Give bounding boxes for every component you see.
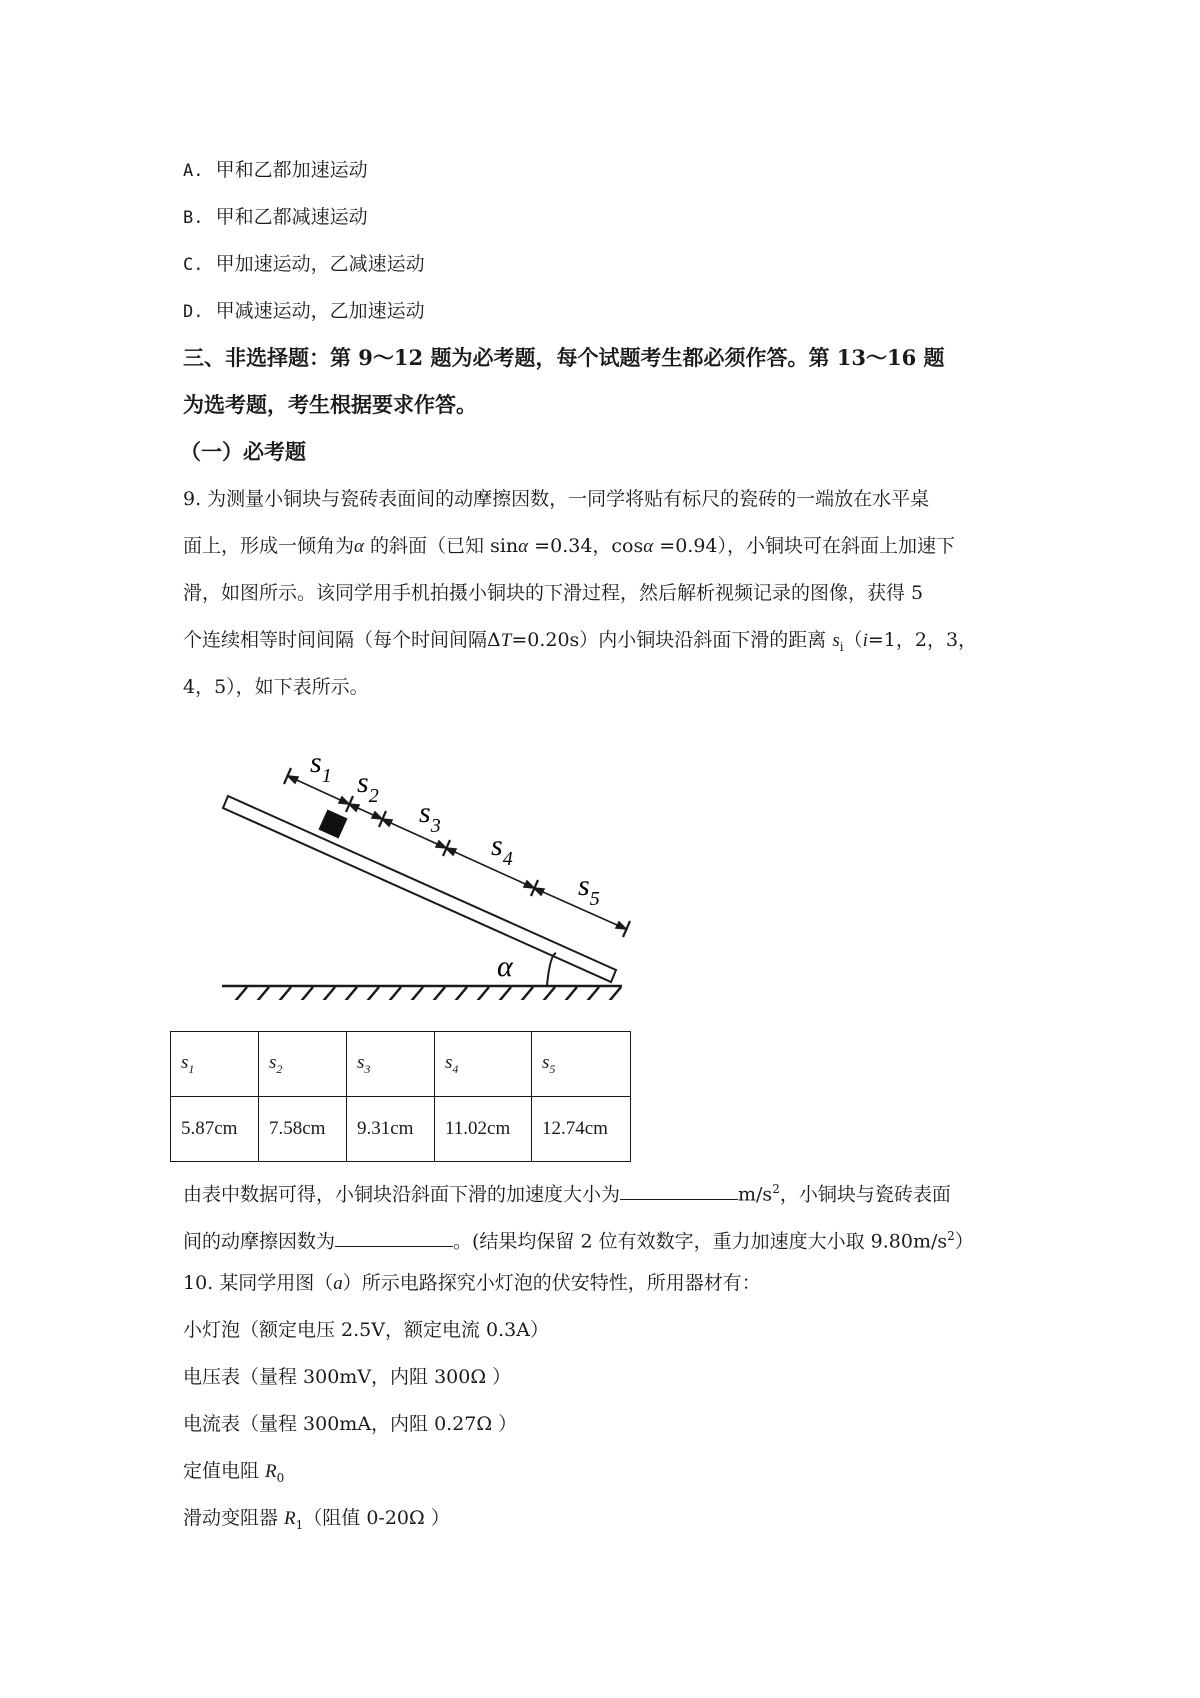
superscript: 2: [772, 1182, 780, 1196]
subscript: 0: [276, 1470, 285, 1485]
r-symbol: R: [265, 1461, 277, 1482]
table-cell: 11.02cm: [435, 1097, 532, 1162]
s5-label: $s_5$: [578, 869, 600, 910]
option-letter: B.: [183, 208, 204, 228]
s2-label: $s_2$: [357, 766, 379, 807]
s1-label: $s_1$: [310, 746, 332, 787]
answer-blank[interactable]: [335, 1228, 453, 1247]
text: 10. 某同学用图（: [183, 1272, 334, 1294]
text: 个连续相等时间间隔（每个时间间隔Δ: [183, 629, 501, 651]
s3-label: $s_3$: [419, 796, 441, 837]
table-header-cell: $s_2$: [259, 1032, 347, 1097]
table-header-cell: $s_3$: [347, 1032, 435, 1097]
ground-hatching: [222, 986, 622, 1000]
q10-item-ammeter: 电流表（量程 300mA，内阻 0.27Ω ）: [183, 1413, 518, 1435]
q9-line-3: 滑，如图所示。该同学用手机拍摄小铜块的下滑过程，然后解析视频记录的图像，获得 5: [183, 582, 924, 604]
table-cell: 12.74cm: [532, 1097, 631, 1162]
text: ）所示电路探究小灯泡的伏安特性，所用器材有：: [342, 1272, 761, 1294]
alpha-symbol: α: [354, 536, 364, 557]
alpha-symbol: α: [643, 536, 654, 557]
s4-label: $s_4$: [491, 829, 513, 870]
subscript: i: [839, 639, 844, 654]
text: 滑动变阻器: [183, 1507, 285, 1529]
text: =0.20s）内小铜块沿斜面下滑的距离: [511, 629, 833, 651]
text: 的斜面（已知 sin: [364, 535, 519, 557]
table-header-row: [171, 1032, 631, 1097]
q9-line-1: 9. 为测量小铜块与瓷砖表面间的动摩擦因数，一同学将贴有标尺的瓷砖的一端放在水平桌: [183, 488, 930, 510]
text: =0.94），小铜块可在斜面上加速下: [653, 535, 955, 557]
copper-block: [318, 809, 347, 838]
section-heading: 三、非选择题：第 9～12 题为必考题，每个试题考生都必须作答。第 13～16 题: [183, 345, 945, 370]
t-symbol: T: [500, 630, 512, 651]
a-symbol: a: [333, 1273, 343, 1294]
angle-label: α: [497, 950, 513, 983]
distance-table: [170, 1031, 631, 1162]
table-cell: 5.87cm: [171, 1097, 259, 1162]
q9-line-5: 4，5），如下表所示。: [183, 676, 369, 698]
superscript: 2: [947, 1229, 955, 1243]
q10-item-r0: [183, 1458, 284, 1491]
text: ）: [954, 1230, 974, 1253]
text: =1，2，3，: [867, 629, 978, 651]
text: =0.34，cos: [528, 535, 644, 557]
subsection-heading: （一）必考题: [180, 439, 306, 464]
text: 间的动摩擦因数为: [183, 1230, 336, 1253]
option-letter: C.: [183, 255, 204, 275]
subscript: 1: [295, 1517, 304, 1532]
alpha-symbol: α: [518, 536, 529, 557]
table-row: [171, 1097, 631, 1162]
text: 。(结果均保留 2 位有效数字，重力加速度大小取 9.80m/s: [453, 1230, 948, 1253]
option-text: 甲加速运动，乙减速运动: [215, 253, 425, 275]
table-header-cell: $s_4$: [435, 1032, 532, 1097]
r-symbol: R: [284, 1508, 296, 1529]
table-header-cell: $s_5$: [532, 1032, 631, 1097]
table-cell: 7.58cm: [259, 1097, 347, 1162]
table-header-cell: $s_1$: [171, 1032, 259, 1097]
q9-answer-line-2: [183, 1223, 974, 1254]
text: 定值电阻: [183, 1460, 266, 1482]
text: （: [843, 629, 863, 651]
i-symbol: i: [862, 630, 868, 651]
s-symbol: s: [832, 630, 840, 651]
q10-item-voltmeter: 电压表（量程 300mV，内阻 300Ω ）: [183, 1366, 512, 1388]
option-text: 甲和乙都加速运动: [215, 159, 368, 181]
text: 面上，形成一倾角为: [183, 535, 355, 557]
section-heading-cont: 为选考题，考生根据要求作答。: [183, 392, 477, 417]
option-text: 甲减速运动，乙加速运动: [215, 300, 425, 322]
text: ，小铜块与瓷砖表面: [779, 1183, 951, 1206]
q10-line-1: [183, 1270, 761, 1297]
text: 由表中数据可得，小铜块沿斜面下滑的加速度大小为: [183, 1183, 621, 1206]
option-letter: D.: [183, 302, 204, 322]
text: m/s: [738, 1183, 773, 1206]
table-cell: 9.31cm: [347, 1097, 435, 1162]
answer-blank[interactable]: [620, 1181, 738, 1200]
q9-answer-line-1: [183, 1176, 951, 1207]
option-text: 甲和乙都减速运动: [215, 206, 368, 228]
q10-item-lamp: 小灯泡（额定电压 2.5V，额定电流 0.3A）: [183, 1319, 549, 1341]
q10-item-r1: [183, 1505, 450, 1538]
text: （阻值 0-20Ω ）: [303, 1507, 450, 1529]
option-letter: A.: [183, 161, 204, 181]
